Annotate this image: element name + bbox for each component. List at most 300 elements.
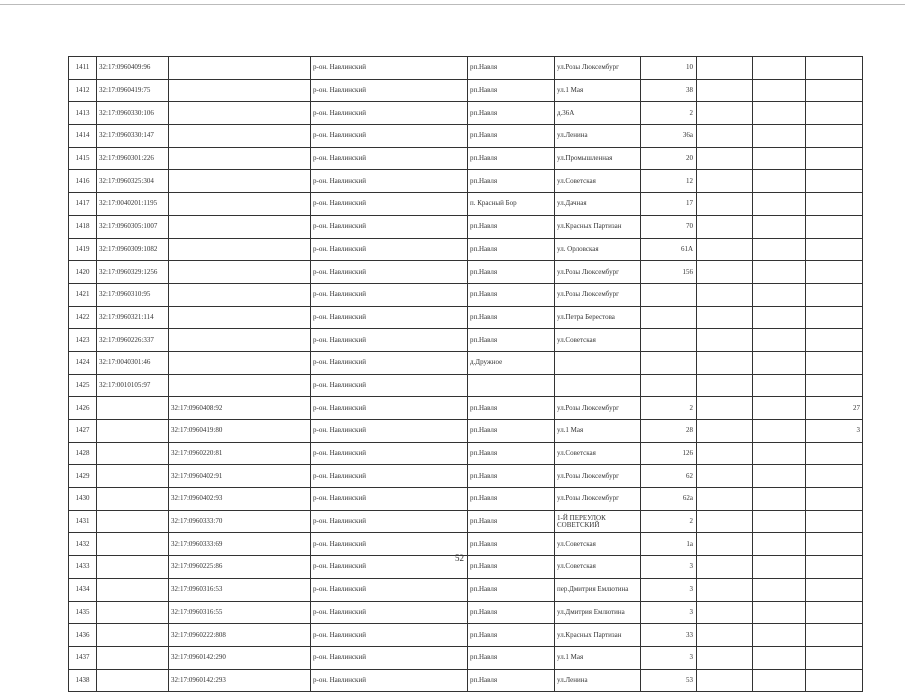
house-number-cell: 12 — [641, 170, 697, 193]
house-number-cell: 61А — [641, 238, 697, 261]
cadastral-number-cell — [97, 624, 169, 647]
row-number-cell: 1411 — [69, 57, 97, 80]
settlement-cell: рп.Навля — [468, 57, 555, 80]
extra-cell-3 — [806, 147, 863, 170]
house-number-cell — [641, 306, 697, 329]
street-cell: д.36А — [555, 102, 641, 125]
settlement-cell: рп.Навля — [468, 624, 555, 647]
cadastral-number-secondary-cell — [169, 374, 311, 397]
house-number-cell: 28 — [641, 420, 697, 443]
cadastral-number-secondary-cell: 32:17:0960402:91 — [169, 465, 311, 488]
cadastral-number-secondary-cell: 32:17:0960316:55 — [169, 601, 311, 624]
row-number-cell: 1436 — [69, 624, 97, 647]
street-cell: ул.Розы Люксембург — [555, 488, 641, 511]
district-cell: р-он. Навлинский — [311, 306, 468, 329]
extra-cell-2 — [753, 125, 806, 148]
extra-cell-3 — [806, 669, 863, 692]
house-number-cell: 2 — [641, 102, 697, 125]
settlement-cell: рп.Навля — [468, 646, 555, 669]
row-number-cell: 1423 — [69, 329, 97, 352]
table-row — [69, 306, 863, 329]
street-cell: ул.1 Мая — [555, 420, 641, 443]
extra-cell-2 — [753, 510, 806, 533]
row-number-cell: 1413 — [69, 102, 97, 125]
extra-cell-1 — [697, 646, 753, 669]
table-row — [69, 351, 863, 374]
cadastral-number-secondary-cell — [169, 215, 311, 238]
extra-cell-1 — [697, 283, 753, 306]
extra-cell-1 — [697, 420, 753, 443]
house-number-cell — [641, 283, 697, 306]
cadastral-number-cell — [97, 646, 169, 669]
extra-cell-3: 3 — [806, 420, 863, 443]
row-number-cell: 1414 — [69, 125, 97, 148]
district-cell: р-он. Навлинский — [311, 465, 468, 488]
settlement-cell: рп.Навля — [468, 578, 555, 601]
extra-cell-2 — [753, 601, 806, 624]
extra-cell-3 — [806, 646, 863, 669]
house-number-cell: 36а — [641, 125, 697, 148]
table-row — [69, 102, 863, 125]
cadastral-number-secondary-cell: 32:17:0960408:92 — [169, 397, 311, 420]
settlement-cell: рп.Навля — [468, 442, 555, 465]
row-number-cell: 1431 — [69, 510, 97, 533]
extra-cell-3 — [806, 215, 863, 238]
row-number-cell: 1438 — [69, 669, 97, 692]
cadastral-number-cell: 32:17:0010105:97 — [97, 374, 169, 397]
street-cell: ул.Розы Люксембург — [555, 465, 641, 488]
district-cell: р-он. Навлинский — [311, 624, 468, 647]
table-row — [69, 170, 863, 193]
settlement-cell: рп.Навля — [468, 238, 555, 261]
table-row — [69, 510, 863, 533]
extra-cell-1 — [697, 510, 753, 533]
cadastral-number-secondary-cell: 32:17:0960333:70 — [169, 510, 311, 533]
extra-cell-3 — [806, 578, 863, 601]
cadastral-number-secondary-cell: 32:17:0960419:80 — [169, 420, 311, 443]
house-number-cell: 17 — [641, 193, 697, 216]
district-cell: р-он. Навлинский — [311, 578, 468, 601]
settlement-cell: рп.Навля — [468, 601, 555, 624]
street-cell: ул.Промышленная — [555, 147, 641, 170]
registry-table-body — [69, 57, 863, 692]
district-cell: р-он. Навлинский — [311, 170, 468, 193]
table-row — [69, 147, 863, 170]
cadastral-number-secondary-cell — [169, 125, 311, 148]
extra-cell-2 — [753, 351, 806, 374]
house-number-cell: 1а — [641, 533, 697, 556]
house-number-cell: 2 — [641, 510, 697, 533]
row-number-cell: 1437 — [69, 646, 97, 669]
district-cell: р-он. Навлинский — [311, 442, 468, 465]
table-row — [69, 442, 863, 465]
district-cell: р-он. Навлинский — [311, 329, 468, 352]
street-cell: 1-Й ПЕРЕУЛОК СОВЕТСКИЙ — [555, 510, 641, 533]
extra-cell-2 — [753, 556, 806, 579]
table-row — [69, 465, 863, 488]
extra-cell-2 — [753, 624, 806, 647]
house-number-cell: 53 — [641, 669, 697, 692]
cadastral-number-secondary-cell: 32:17:0960222:808 — [169, 624, 311, 647]
row-number-cell: 1418 — [69, 215, 97, 238]
cadastral-number-secondary-cell: 32:17:0960316:53 — [169, 578, 311, 601]
street-cell: ул.1 Мая — [555, 79, 641, 102]
settlement-cell: рп.Навля — [468, 465, 555, 488]
cadastral-number-cell: 32:17:0960301:226 — [97, 147, 169, 170]
street-cell: ул.Дмитрия Емлютина — [555, 601, 641, 624]
extra-cell-2 — [753, 374, 806, 397]
district-cell: р-он. Навлинский — [311, 488, 468, 511]
street-cell: ул.Красных Партизан — [555, 624, 641, 647]
row-number-cell: 1433 — [69, 556, 97, 579]
table-row — [69, 397, 863, 420]
cadastral-number-cell: 32:17:0960329:1256 — [97, 261, 169, 284]
street-cell: ул.Розы Люксембург — [555, 57, 641, 80]
cadastral-number-cell — [97, 533, 169, 556]
extra-cell-3 — [806, 57, 863, 80]
cadastral-number-secondary-cell — [169, 102, 311, 125]
table-row — [69, 488, 863, 511]
extra-cell-1 — [697, 556, 753, 579]
district-cell: р-он. Навлинский — [311, 556, 468, 579]
extra-cell-1 — [697, 102, 753, 125]
extra-cell-1 — [697, 125, 753, 148]
street-cell: ул.Ленина — [555, 669, 641, 692]
table-row — [69, 283, 863, 306]
house-number-cell: 62а — [641, 488, 697, 511]
street-cell: ул.Розы Люксембург — [555, 261, 641, 284]
cadastral-number-cell — [97, 420, 169, 443]
table-row — [69, 79, 863, 102]
row-number-cell: 1426 — [69, 397, 97, 420]
district-cell: р-он. Навлинский — [311, 102, 468, 125]
cadastral-number-secondary-cell: 32:17:0960142:290 — [169, 646, 311, 669]
cadastral-number-secondary-cell: 32:17:0960402:93 — [169, 488, 311, 511]
district-cell: р-он. Навлинский — [311, 397, 468, 420]
settlement-cell: рп.Навля — [468, 306, 555, 329]
settlement-cell: рп.Навля — [468, 170, 555, 193]
street-cell: ул. Орловская — [555, 238, 641, 261]
table-row — [69, 193, 863, 216]
house-number-cell: 33 — [641, 624, 697, 647]
cadastral-number-cell — [97, 578, 169, 601]
house-number-cell — [641, 351, 697, 374]
extra-cell-2 — [753, 465, 806, 488]
cadastral-number-cell: 32:17:0960310:95 — [97, 283, 169, 306]
extra-cell-2 — [753, 646, 806, 669]
house-number-cell: 38 — [641, 79, 697, 102]
street-cell: ул.Советская — [555, 533, 641, 556]
street-cell — [555, 351, 641, 374]
extra-cell-2 — [753, 79, 806, 102]
district-cell: р-он. Навлинский — [311, 125, 468, 148]
house-number-cell: 156 — [641, 261, 697, 284]
row-number-cell: 1415 — [69, 147, 97, 170]
extra-cell-2 — [753, 397, 806, 420]
registry-table-wrapper — [68, 56, 863, 692]
settlement-cell: рп.Навля — [468, 533, 555, 556]
settlement-cell: рп.Навля — [468, 125, 555, 148]
district-cell: р-он. Навлинский — [311, 147, 468, 170]
extra-cell-1 — [697, 442, 753, 465]
cadastral-number-secondary-cell: 32:17:0960333:69 — [169, 533, 311, 556]
row-number-cell: 1429 — [69, 465, 97, 488]
cadastral-number-cell: 32:17:0960409:96 — [97, 57, 169, 80]
settlement-cell: д.Дружное — [468, 351, 555, 374]
extra-cell-1 — [697, 79, 753, 102]
extra-cell-1 — [697, 329, 753, 352]
table-row — [69, 420, 863, 443]
row-number-cell: 1432 — [69, 533, 97, 556]
cadastral-number-cell: 32:17:0960419:75 — [97, 79, 169, 102]
extra-cell-3 — [806, 465, 863, 488]
extra-cell-1 — [697, 465, 753, 488]
cadastral-number-cell: 32:17:0960321:114 — [97, 306, 169, 329]
street-cell: ул.Розы Люксембург — [555, 283, 641, 306]
top-border-line — [0, 4, 905, 5]
extra-cell-3 — [806, 329, 863, 352]
registry-table — [68, 56, 863, 692]
extra-cell-2 — [753, 193, 806, 216]
settlement-cell: рп.Навля — [468, 510, 555, 533]
row-number-cell: 1427 — [69, 420, 97, 443]
district-cell: р-он. Навлинский — [311, 193, 468, 216]
extra-cell-1 — [697, 238, 753, 261]
table-row — [69, 624, 863, 647]
cadastral-number-cell: 32:17:0960305:1007 — [97, 215, 169, 238]
cadastral-number-secondary-cell: 32:17:0960225:86 — [169, 556, 311, 579]
table-row — [69, 125, 863, 148]
district-cell: р-он. Навлинский — [311, 533, 468, 556]
house-number-cell: 3 — [641, 646, 697, 669]
street-cell: ул.Советская — [555, 556, 641, 579]
extra-cell-1 — [697, 533, 753, 556]
district-cell: р-он. Навлинский — [311, 215, 468, 238]
district-cell: р-он. Навлинский — [311, 646, 468, 669]
extra-cell-3 — [806, 79, 863, 102]
row-number-cell: 1430 — [69, 488, 97, 511]
settlement-cell: рп.Навля — [468, 283, 555, 306]
extra-cell-3 — [806, 351, 863, 374]
row-number-cell: 1425 — [69, 374, 97, 397]
table-row — [69, 57, 863, 80]
table-row — [69, 556, 863, 579]
cadastral-number-cell — [97, 442, 169, 465]
cadastral-number-secondary-cell — [169, 238, 311, 261]
extra-cell-2 — [753, 306, 806, 329]
extra-cell-2 — [753, 283, 806, 306]
extra-cell-3 — [806, 624, 863, 647]
house-number-cell: 10 — [641, 57, 697, 80]
street-cell: ул.Петра Берестова — [555, 306, 641, 329]
house-number-cell: 20 — [641, 147, 697, 170]
street-cell: ул.Советская — [555, 329, 641, 352]
street-cell: ул.Розы Люксембург — [555, 397, 641, 420]
extra-cell-2 — [753, 420, 806, 443]
extra-cell-2 — [753, 533, 806, 556]
row-number-cell: 1416 — [69, 170, 97, 193]
house-number-cell: 126 — [641, 442, 697, 465]
extra-cell-3 — [806, 261, 863, 284]
cadastral-number-cell — [97, 510, 169, 533]
cadastral-number-cell: 32:17:0960330:106 — [97, 102, 169, 125]
extra-cell-2 — [753, 488, 806, 511]
extra-cell-1 — [697, 306, 753, 329]
extra-cell-2 — [753, 215, 806, 238]
street-cell — [555, 374, 641, 397]
district-cell: р-он. Навлинский — [311, 283, 468, 306]
street-cell: ул.Советская — [555, 170, 641, 193]
street-cell: ул.Советская — [555, 442, 641, 465]
street-cell: ул.Ленина — [555, 125, 641, 148]
settlement-cell: рп.Навля — [468, 79, 555, 102]
settlement-cell: рп.Навля — [468, 329, 555, 352]
extra-cell-1 — [697, 215, 753, 238]
extra-cell-2 — [753, 329, 806, 352]
cadastral-number-secondary-cell — [169, 147, 311, 170]
house-number-cell: 3 — [641, 578, 697, 601]
table-row — [69, 646, 863, 669]
extra-cell-3 — [806, 488, 863, 511]
district-cell: р-он. Навлинский — [311, 238, 468, 261]
extra-cell-1 — [697, 147, 753, 170]
district-cell: р-он. Навлинский — [311, 601, 468, 624]
extra-cell-3 — [806, 125, 863, 148]
cadastral-number-secondary-cell — [169, 261, 311, 284]
extra-cell-3 — [806, 170, 863, 193]
cadastral-number-secondary-cell — [169, 57, 311, 80]
house-number-cell: 2 — [641, 397, 697, 420]
extra-cell-3 — [806, 510, 863, 533]
extra-cell-1 — [697, 374, 753, 397]
district-cell: р-он. Навлинский — [311, 374, 468, 397]
cadastral-number-secondary-cell: 32:17:0960142:293 — [169, 669, 311, 692]
house-number-cell — [641, 374, 697, 397]
row-number-cell: 1412 — [69, 79, 97, 102]
extra-cell-3 — [806, 533, 863, 556]
table-row — [69, 329, 863, 352]
cadastral-number-secondary-cell: 32:17:0960220:81 — [169, 442, 311, 465]
cadastral-number-secondary-cell — [169, 306, 311, 329]
cadastral-number-cell: 32:17:0960226:337 — [97, 329, 169, 352]
extra-cell-1 — [697, 669, 753, 692]
street-cell: ул.Дачная — [555, 193, 641, 216]
extra-cell-1 — [697, 261, 753, 284]
street-cell: пер.Дмитрия Емлютина — [555, 578, 641, 601]
row-number-cell: 1434 — [69, 578, 97, 601]
cadastral-number-cell: 32:17:0960325:304 — [97, 170, 169, 193]
house-number-cell — [641, 329, 697, 352]
extra-cell-2 — [753, 442, 806, 465]
house-number-cell: 3 — [641, 556, 697, 579]
extra-cell-1 — [697, 601, 753, 624]
cadastral-number-cell — [97, 601, 169, 624]
table-row — [69, 601, 863, 624]
extra-cell-2 — [753, 170, 806, 193]
house-number-cell: 70 — [641, 215, 697, 238]
extra-cell-3 — [806, 102, 863, 125]
extra-cell-1 — [697, 578, 753, 601]
district-cell: р-он. Навлинский — [311, 351, 468, 374]
extra-cell-1 — [697, 351, 753, 374]
cadastral-number-secondary-cell — [169, 283, 311, 306]
district-cell: р-он. Навлинский — [311, 57, 468, 80]
extra-cell-2 — [753, 147, 806, 170]
cadastral-number-cell — [97, 465, 169, 488]
table-row — [69, 238, 863, 261]
street-cell: ул.Красных Партизан — [555, 215, 641, 238]
district-cell: р-он. Навлинский — [311, 510, 468, 533]
house-number-cell: 62 — [641, 465, 697, 488]
settlement-cell: рп.Навля — [468, 215, 555, 238]
settlement-cell: рп.Навля — [468, 397, 555, 420]
cadastral-number-cell — [97, 488, 169, 511]
district-cell: р-он. Навлинский — [311, 669, 468, 692]
cadastral-number-secondary-cell — [169, 79, 311, 102]
row-number-cell: 1424 — [69, 351, 97, 374]
cadastral-number-cell — [97, 397, 169, 420]
cadastral-number-cell: 32:17:0960330:147 — [97, 125, 169, 148]
settlement-cell: рп.Навля — [468, 261, 555, 284]
cadastral-number-cell — [97, 669, 169, 692]
row-number-cell: 1420 — [69, 261, 97, 284]
extra-cell-1 — [697, 170, 753, 193]
extra-cell-3 — [806, 601, 863, 624]
street-cell: ул.1 Мая — [555, 646, 641, 669]
settlement-cell: рп.Навля — [468, 488, 555, 511]
extra-cell-3 — [806, 306, 863, 329]
row-number-cell: 1421 — [69, 283, 97, 306]
extra-cell-3 — [806, 374, 863, 397]
settlement-cell: рп.Навля — [468, 147, 555, 170]
extra-cell-2 — [753, 669, 806, 692]
settlement-cell: рп.Навля — [468, 420, 555, 443]
extra-cell-2 — [753, 261, 806, 284]
extra-cell-1 — [697, 488, 753, 511]
district-cell: р-он. Навлинский — [311, 79, 468, 102]
table-row — [69, 374, 863, 397]
extra-cell-3 — [806, 193, 863, 216]
row-number-cell: 1428 — [69, 442, 97, 465]
house-number-cell: 3 — [641, 601, 697, 624]
settlement-cell — [468, 374, 555, 397]
extra-cell-2 — [753, 102, 806, 125]
extra-cell-3 — [806, 283, 863, 306]
extra-cell-2 — [753, 578, 806, 601]
extra-cell-1 — [697, 57, 753, 80]
extra-cell-1 — [697, 397, 753, 420]
extra-cell-2 — [753, 57, 806, 80]
row-number-cell: 1419 — [69, 238, 97, 261]
extra-cell-1 — [697, 193, 753, 216]
settlement-cell: рп.Навля — [468, 669, 555, 692]
cadastral-number-cell: 32:17:0040301:46 — [97, 351, 169, 374]
cadastral-number-secondary-cell — [169, 170, 311, 193]
settlement-cell: п. Красный Бор — [468, 193, 555, 216]
table-row — [69, 533, 863, 556]
table-row — [69, 215, 863, 238]
table-row — [69, 578, 863, 601]
extra-cell-3: 27 — [806, 397, 863, 420]
extra-cell-1 — [697, 624, 753, 647]
extra-cell-3 — [806, 238, 863, 261]
row-number-cell: 1417 — [69, 193, 97, 216]
cadastral-number-cell: 32:17:0960309:1082 — [97, 238, 169, 261]
district-cell: р-он. Навлинский — [311, 420, 468, 443]
cadastral-number-secondary-cell — [169, 351, 311, 374]
page-number: 52 — [455, 553, 464, 563]
extra-cell-3 — [806, 442, 863, 465]
